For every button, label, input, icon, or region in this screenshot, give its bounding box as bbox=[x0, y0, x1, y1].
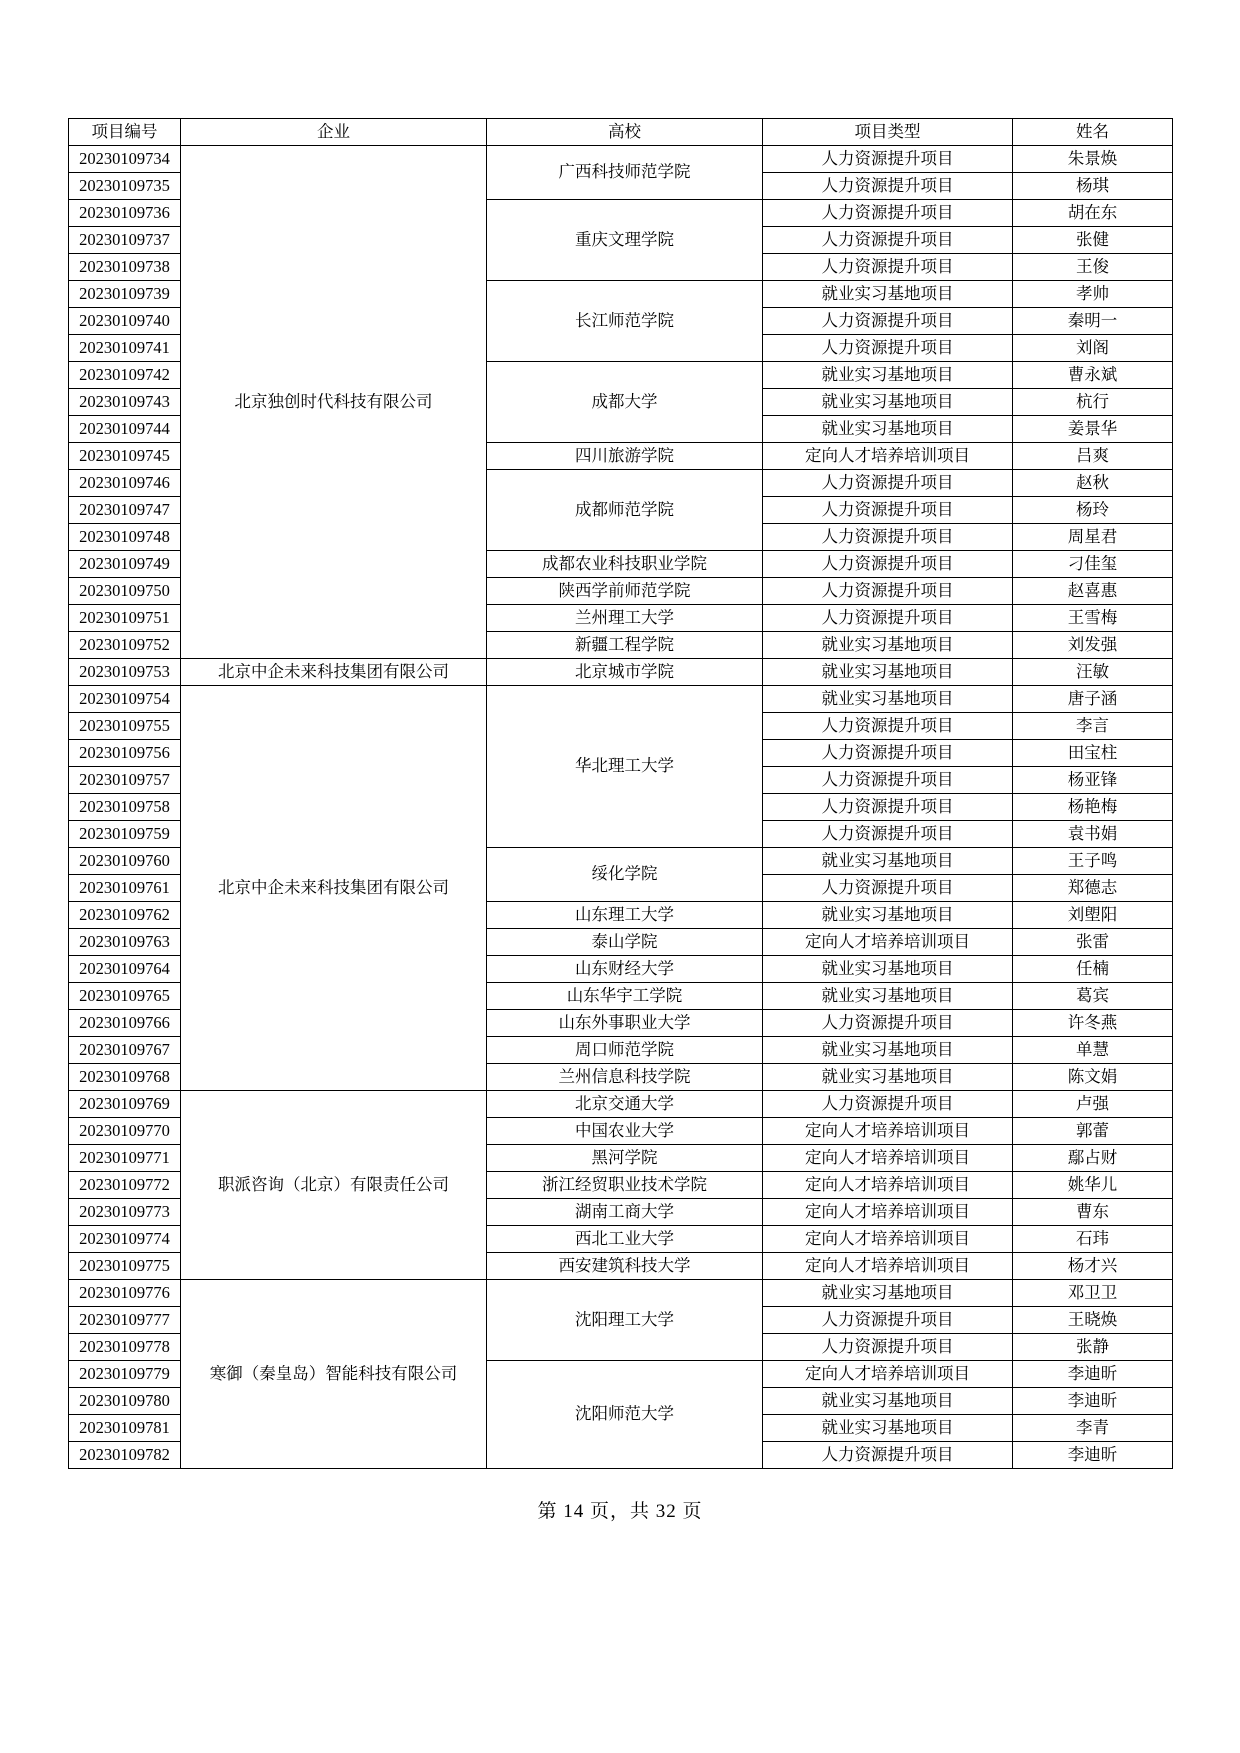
table-row bbox=[69, 1091, 1173, 1118]
cell-project-type: 定向人才培养培训项目 bbox=[763, 443, 1013, 470]
cell-name: 杭行 bbox=[1013, 389, 1173, 416]
cell-university: 广西科技师范学院 bbox=[487, 146, 763, 200]
cell-name: 杨琪 bbox=[1013, 173, 1173, 200]
cell-project-type: 人力资源提升项目 bbox=[763, 578, 1013, 605]
cell-project-type: 人力资源提升项目 bbox=[763, 551, 1013, 578]
cell-project-type: 人力资源提升项目 bbox=[763, 713, 1013, 740]
cell-project-id: 20230109749 bbox=[69, 551, 181, 578]
cell-project-type: 就业实习基地项目 bbox=[763, 1388, 1013, 1415]
cell-name: 李迪昕 bbox=[1013, 1361, 1173, 1388]
cell-name: 王雪梅 bbox=[1013, 605, 1173, 632]
cell-name: 杨亚锋 bbox=[1013, 767, 1173, 794]
cell-project-type: 人力资源提升项目 bbox=[763, 254, 1013, 281]
cell-name: 许冬燕 bbox=[1013, 1010, 1173, 1037]
cell-project-id: 20230109743 bbox=[69, 389, 181, 416]
cell-name: 唐子涵 bbox=[1013, 686, 1173, 713]
cell-project-type: 人力资源提升项目 bbox=[763, 794, 1013, 821]
page-footer: 第 14 页，共 32 页 bbox=[537, 1501, 703, 1522]
cell-name: 胡在东 bbox=[1013, 200, 1173, 227]
cell-name: 姜景华 bbox=[1013, 416, 1173, 443]
cell-project-id: 20230109760 bbox=[69, 848, 181, 875]
table-row bbox=[69, 659, 1173, 686]
cell-university: 成都师范学院 bbox=[487, 470, 763, 551]
cell-enterprise: 职派咨询（北京）有限责任公司 bbox=[181, 1091, 487, 1280]
cell-name: 鄢占财 bbox=[1013, 1145, 1173, 1172]
cell-university: 黑河学院 bbox=[487, 1145, 763, 1172]
cell-project-type: 人力资源提升项目 bbox=[763, 1334, 1013, 1361]
cell-name: 赵秋 bbox=[1013, 470, 1173, 497]
cell-project-id: 20230109767 bbox=[69, 1037, 181, 1064]
cell-university: 湖南工商大学 bbox=[487, 1199, 763, 1226]
cell-name: 孝帅 bbox=[1013, 281, 1173, 308]
cell-project-id: 20230109782 bbox=[69, 1442, 181, 1469]
cell-name: 王俊 bbox=[1013, 254, 1173, 281]
cell-enterprise: 北京中企未来科技集团有限公司 bbox=[181, 659, 487, 686]
cell-name: 曹东 bbox=[1013, 1199, 1173, 1226]
column-header-name: 姓名 bbox=[1013, 119, 1173, 146]
cell-project-id: 20230109780 bbox=[69, 1388, 181, 1415]
cell-project-id: 20230109771 bbox=[69, 1145, 181, 1172]
cell-project-id: 20230109754 bbox=[69, 686, 181, 713]
cell-project-type: 就业实习基地项目 bbox=[763, 1415, 1013, 1442]
table-header-row bbox=[69, 119, 1173, 146]
cell-project-id: 20230109737 bbox=[69, 227, 181, 254]
cell-university: 浙江经贸职业技术学院 bbox=[487, 1172, 763, 1199]
cell-project-type: 人力资源提升项目 bbox=[763, 875, 1013, 902]
cell-name: 卢强 bbox=[1013, 1091, 1173, 1118]
cell-university: 长江师范学院 bbox=[487, 281, 763, 362]
cell-project-type: 人力资源提升项目 bbox=[763, 335, 1013, 362]
cell-university: 泰山学院 bbox=[487, 929, 763, 956]
cell-project-type: 就业实习基地项目 bbox=[763, 983, 1013, 1010]
cell-project-id: 20230109747 bbox=[69, 497, 181, 524]
cell-project-id: 20230109755 bbox=[69, 713, 181, 740]
cell-name: 刘发强 bbox=[1013, 632, 1173, 659]
cell-project-type: 就业实习基地项目 bbox=[763, 362, 1013, 389]
cell-university: 山东外事职业大学 bbox=[487, 1010, 763, 1037]
cell-project-type: 定向人才培养培训项目 bbox=[763, 1199, 1013, 1226]
cell-project-type: 定向人才培养培训项目 bbox=[763, 1361, 1013, 1388]
cell-project-type: 人力资源提升项目 bbox=[763, 821, 1013, 848]
cell-project-id: 20230109740 bbox=[69, 308, 181, 335]
cell-project-type: 就业实习基地项目 bbox=[763, 1280, 1013, 1307]
cell-project-type: 定向人才培养培训项目 bbox=[763, 1226, 1013, 1253]
cell-name: 张健 bbox=[1013, 227, 1173, 254]
cell-name: 李青 bbox=[1013, 1415, 1173, 1442]
column-header-enterprise: 企业 bbox=[181, 119, 487, 146]
cell-project-id: 20230109781 bbox=[69, 1415, 181, 1442]
cell-university: 四川旅游学院 bbox=[487, 443, 763, 470]
cell-project-type: 定向人才培养培训项目 bbox=[763, 1253, 1013, 1280]
cell-name: 任楠 bbox=[1013, 956, 1173, 983]
cell-project-type: 人力资源提升项目 bbox=[763, 1091, 1013, 1118]
cell-project-id: 20230109763 bbox=[69, 929, 181, 956]
cell-project-id: 20230109757 bbox=[69, 767, 181, 794]
cell-university: 北京交通大学 bbox=[487, 1091, 763, 1118]
table-body bbox=[69, 146, 1173, 1469]
cell-university: 重庆文理学院 bbox=[487, 200, 763, 281]
cell-name: 曹永斌 bbox=[1013, 362, 1173, 389]
cell-project-id: 20230109776 bbox=[69, 1280, 181, 1307]
cell-project-id: 20230109777 bbox=[69, 1307, 181, 1334]
cell-project-id: 20230109753 bbox=[69, 659, 181, 686]
cell-name: 周星君 bbox=[1013, 524, 1173, 551]
cell-name: 郑德志 bbox=[1013, 875, 1173, 902]
cell-project-id: 20230109768 bbox=[69, 1064, 181, 1091]
cell-project-type: 就业实习基地项目 bbox=[763, 1037, 1013, 1064]
cell-university: 绥化学院 bbox=[487, 848, 763, 902]
cell-project-type: 人力资源提升项目 bbox=[763, 470, 1013, 497]
cell-project-type: 定向人才培养培训项目 bbox=[763, 1145, 1013, 1172]
cell-project-type: 定向人才培养培训项目 bbox=[763, 1172, 1013, 1199]
cell-name: 秦明一 bbox=[1013, 308, 1173, 335]
cell-project-id: 20230109748 bbox=[69, 524, 181, 551]
cell-project-id: 20230109779 bbox=[69, 1361, 181, 1388]
cell-university: 新疆工程学院 bbox=[487, 632, 763, 659]
cell-project-type: 就业实习基地项目 bbox=[763, 389, 1013, 416]
cell-project-id: 20230109752 bbox=[69, 632, 181, 659]
cell-name: 王子鸣 bbox=[1013, 848, 1173, 875]
cell-university: 华北理工大学 bbox=[487, 686, 763, 848]
cell-project-id: 20230109741 bbox=[69, 335, 181, 362]
cell-project-type: 就业实习基地项目 bbox=[763, 281, 1013, 308]
cell-university: 兰州理工大学 bbox=[487, 605, 763, 632]
cell-name: 石玮 bbox=[1013, 1226, 1173, 1253]
cell-project-id: 20230109750 bbox=[69, 578, 181, 605]
cell-project-id: 20230109744 bbox=[69, 416, 181, 443]
cell-name: 李迪昕 bbox=[1013, 1442, 1173, 1469]
cell-project-id: 20230109765 bbox=[69, 983, 181, 1010]
column-header-university: 高校 bbox=[487, 119, 763, 146]
cell-project-id: 20230109746 bbox=[69, 470, 181, 497]
cell-project-type: 人力资源提升项目 bbox=[763, 524, 1013, 551]
cell-name: 田宝柱 bbox=[1013, 740, 1173, 767]
cell-project-id: 20230109759 bbox=[69, 821, 181, 848]
cell-project-id: 20230109739 bbox=[69, 281, 181, 308]
cell-project-id: 20230109735 bbox=[69, 173, 181, 200]
cell-enterprise: 北京独创时代科技有限公司 bbox=[181, 146, 487, 659]
cell-project-type: 就业实习基地项目 bbox=[763, 632, 1013, 659]
table-row bbox=[69, 1280, 1173, 1307]
cell-university: 山东华宇工学院 bbox=[487, 983, 763, 1010]
cell-project-type: 人力资源提升项目 bbox=[763, 146, 1013, 173]
cell-project-type: 人力资源提升项目 bbox=[763, 767, 1013, 794]
cell-university: 沈阳理工大学 bbox=[487, 1280, 763, 1361]
cell-enterprise: 北京中企未来科技集团有限公司 bbox=[181, 686, 487, 1091]
cell-name: 刁佳玺 bbox=[1013, 551, 1173, 578]
cell-project-type: 人力资源提升项目 bbox=[763, 173, 1013, 200]
cell-name: 葛宾 bbox=[1013, 983, 1173, 1010]
cell-project-id: 20230109770 bbox=[69, 1118, 181, 1145]
cell-project-id: 20230109769 bbox=[69, 1091, 181, 1118]
cell-project-id: 20230109745 bbox=[69, 443, 181, 470]
cell-project-id: 20230109738 bbox=[69, 254, 181, 281]
cell-name: 张雷 bbox=[1013, 929, 1173, 956]
cell-university: 西北工业大学 bbox=[487, 1226, 763, 1253]
cell-university: 兰州信息科技学院 bbox=[487, 1064, 763, 1091]
cell-project-id: 20230109761 bbox=[69, 875, 181, 902]
cell-name: 邓卫卫 bbox=[1013, 1280, 1173, 1307]
cell-project-id: 20230109756 bbox=[69, 740, 181, 767]
cell-project-id: 20230109734 bbox=[69, 146, 181, 173]
cell-university: 山东理工大学 bbox=[487, 902, 763, 929]
cell-name: 张静 bbox=[1013, 1334, 1173, 1361]
cell-name: 杨才兴 bbox=[1013, 1253, 1173, 1280]
cell-university: 周口师范学院 bbox=[487, 1037, 763, 1064]
column-header-project-id: 项目编号 bbox=[69, 119, 181, 146]
cell-project-type: 就业实习基地项目 bbox=[763, 686, 1013, 713]
cell-name: 汪敏 bbox=[1013, 659, 1173, 686]
cell-project-type: 人力资源提升项目 bbox=[763, 605, 1013, 632]
cell-university: 成都农业科技职业学院 bbox=[487, 551, 763, 578]
cell-project-id: 20230109778 bbox=[69, 1334, 181, 1361]
cell-project-type: 人力资源提升项目 bbox=[763, 227, 1013, 254]
cell-project-type: 人力资源提升项目 bbox=[763, 1010, 1013, 1037]
cell-university: 沈阳师范大学 bbox=[487, 1361, 763, 1469]
cell-project-id: 20230109764 bbox=[69, 956, 181, 983]
cell-project-type: 定向人才培养培训项目 bbox=[763, 1118, 1013, 1145]
cell-name: 王晓焕 bbox=[1013, 1307, 1173, 1334]
cell-name: 郭蕾 bbox=[1013, 1118, 1173, 1145]
cell-project-id: 20230109772 bbox=[69, 1172, 181, 1199]
cell-university: 山东财经大学 bbox=[487, 956, 763, 983]
cell-project-type: 人力资源提升项目 bbox=[763, 497, 1013, 524]
cell-project-type: 人力资源提升项目 bbox=[763, 308, 1013, 335]
cell-project-id: 20230109766 bbox=[69, 1010, 181, 1037]
cell-university: 中国农业大学 bbox=[487, 1118, 763, 1145]
cell-project-type: 人力资源提升项目 bbox=[763, 200, 1013, 227]
cell-name: 姚华儿 bbox=[1013, 1172, 1173, 1199]
cell-project-type: 人力资源提升项目 bbox=[763, 1307, 1013, 1334]
cell-project-id: 20230109775 bbox=[69, 1253, 181, 1280]
cell-university: 北京城市学院 bbox=[487, 659, 763, 686]
cell-university: 成都大学 bbox=[487, 362, 763, 443]
cell-project-id: 20230109762 bbox=[69, 902, 181, 929]
cell-name: 刘阁 bbox=[1013, 335, 1173, 362]
cell-project-type: 就业实习基地项目 bbox=[763, 902, 1013, 929]
table-row bbox=[69, 146, 1173, 173]
cell-name: 李迪昕 bbox=[1013, 1388, 1173, 1415]
project-table bbox=[68, 118, 1173, 1469]
cell-project-type: 就业实习基地项目 bbox=[763, 416, 1013, 443]
cell-university: 西安建筑科技大学 bbox=[487, 1253, 763, 1280]
cell-name: 赵喜惠 bbox=[1013, 578, 1173, 605]
cell-project-id: 20230109736 bbox=[69, 200, 181, 227]
cell-name: 吕爽 bbox=[1013, 443, 1173, 470]
cell-name: 单慧 bbox=[1013, 1037, 1173, 1064]
cell-name: 袁书娟 bbox=[1013, 821, 1173, 848]
cell-project-type: 就业实习基地项目 bbox=[763, 659, 1013, 686]
cell-name: 刘塱阳 bbox=[1013, 902, 1173, 929]
cell-name: 朱景焕 bbox=[1013, 146, 1173, 173]
cell-name: 陈文娟 bbox=[1013, 1064, 1173, 1091]
cell-name: 李言 bbox=[1013, 713, 1173, 740]
column-header-project-type: 项目类型 bbox=[763, 119, 1013, 146]
cell-project-type: 定向人才培养培训项目 bbox=[763, 929, 1013, 956]
cell-enterprise: 寒御（秦皇岛）智能科技有限公司 bbox=[181, 1280, 487, 1469]
cell-project-type: 就业实习基地项目 bbox=[763, 848, 1013, 875]
cell-university: 陕西学前师范学院 bbox=[487, 578, 763, 605]
cell-project-id: 20230109774 bbox=[69, 1226, 181, 1253]
cell-project-id: 20230109751 bbox=[69, 605, 181, 632]
cell-project-type: 人力资源提升项目 bbox=[763, 740, 1013, 767]
cell-project-type: 就业实习基地项目 bbox=[763, 1064, 1013, 1091]
cell-name: 杨艳梅 bbox=[1013, 794, 1173, 821]
cell-project-id: 20230109773 bbox=[69, 1199, 181, 1226]
table-header bbox=[69, 119, 1173, 146]
table-row bbox=[69, 686, 1173, 713]
cell-project-id: 20230109758 bbox=[69, 794, 181, 821]
cell-project-type: 就业实习基地项目 bbox=[763, 956, 1013, 983]
cell-name: 杨玲 bbox=[1013, 497, 1173, 524]
cell-project-id: 20230109742 bbox=[69, 362, 181, 389]
cell-project-type: 人力资源提升项目 bbox=[763, 1442, 1013, 1469]
